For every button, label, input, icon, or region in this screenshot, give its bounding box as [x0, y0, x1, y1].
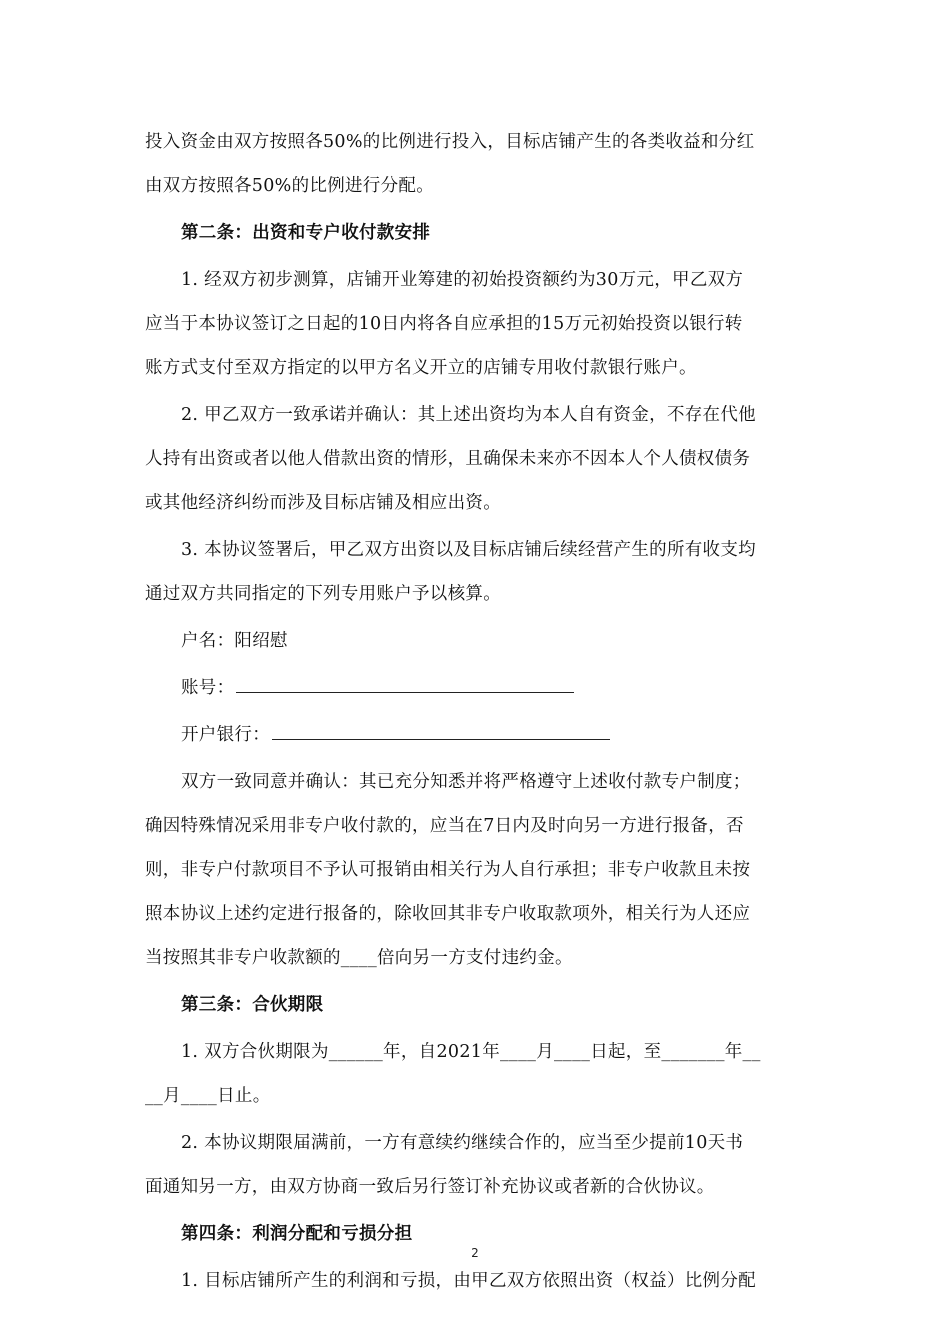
- account-number-label: 账号：: [181, 678, 235, 698]
- account-number-blank: [236, 674, 574, 693]
- text-line: 1. 双方合伙期限为______年，自2021年____月____日起，至_______年__: [181, 1042, 761, 1062]
- text-line: 当按照其非专户收款额的____倍向另一方支付违约金。: [145, 948, 573, 968]
- document-body: [145, 120, 808, 1306]
- text-line: 应当于本协议签订之日起的10日内将各自应承担的15万元初始投资以银行转: [145, 314, 743, 334]
- article2-item1: [145, 258, 808, 390]
- text-line: 账方式支付至双方指定的以甲方名义开立的店铺专用收付款银行账户。: [145, 358, 697, 378]
- article2-item2: [145, 393, 808, 525]
- article4-heading: 第四条：利润分配和亏损分担: [181, 1224, 413, 1244]
- text-line: 投入资金由双方按照各50%的比例进行投入，目标店铺产生的各类收益和分红: [145, 132, 755, 152]
- intro-paragraph: [145, 120, 808, 208]
- text-line: __月____日止。: [145, 1086, 271, 1106]
- account-name: 户名：阳绍慰: [181, 631, 288, 651]
- text-line: 双方一致同意并确认：其已充分知悉并将严格遵守上述收付款专户制度；: [181, 772, 751, 792]
- article4-item1: [145, 1259, 808, 1303]
- article3-item2: [145, 1121, 808, 1209]
- text-line: 通过双方共同指定的下列专用账户予以核算。: [145, 584, 501, 604]
- text-line: 2. 甲乙双方一致承诺并确认：其上述出资均为本人自有资金，不存在代他: [181, 405, 756, 425]
- text-line: 由双方按照各50%的比例进行分配。: [145, 176, 434, 196]
- account-bank-blank: [272, 721, 610, 740]
- article2-item3: [145, 528, 808, 616]
- text-line: 3. 本协议签署后，甲乙双方出资以及目标店铺后续经营产生的所有收支均: [181, 540, 756, 560]
- article3-heading: 第三条：合伙期限: [181, 995, 324, 1015]
- text-line: 1. 目标店铺所产生的利润和亏损，由甲乙双方依照出资（权益）比例分配: [181, 1271, 756, 1291]
- account-number-row: [145, 666, 808, 710]
- account-bank-label: 开户银行：: [181, 725, 270, 745]
- article2-confirm: [145, 760, 808, 980]
- text-line: 确因特殊情况采用非专户收付款的，应当在7日内及时向另一方进行报备，否: [145, 816, 744, 836]
- page-number: 2: [471, 1246, 479, 1260]
- text-line: 则，非专户付款项目不予认可报销由相关行为人自行承担；非专户收款且未按: [145, 860, 751, 880]
- article3-item1: [145, 1030, 808, 1118]
- text-line: 1. 经双方初步测算，店铺开业筹建的初始投资额约为30万元，甲乙双方: [181, 270, 744, 290]
- text-line: 照本协议上述约定进行报备的，除收回其非专户收取款项外，相关行为人还应: [145, 904, 751, 924]
- text-line: 2. 本协议期限届满前，一方有意续约继续合作的，应当至少提前10天书: [181, 1133, 744, 1153]
- account-bank-row: [145, 713, 808, 757]
- text-line: 或其他经济纠纷而涉及目标店铺及相应出资。: [145, 493, 501, 513]
- text-line: 面通知另一方，由双方协商一致后另行签订补充协议或者新的合伙协议。: [145, 1177, 715, 1197]
- article2-heading: 第二条：出资和专户收付款安排: [181, 223, 431, 243]
- text-line: 人持有出资或者以他人借款出资的情形，且确保未来亦不因本人个人债权债务: [145, 449, 751, 469]
